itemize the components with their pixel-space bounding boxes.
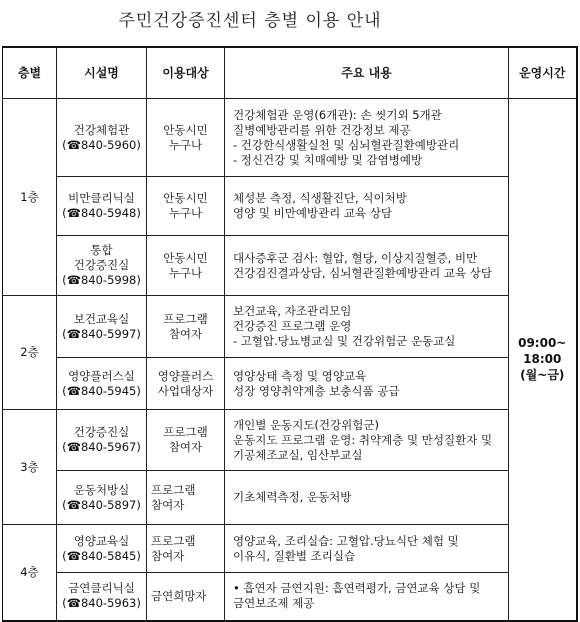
facility-name: 운동처방실 (73, 482, 130, 497)
content-line: 영양 및 비만예방관리 교육 상담 (233, 206, 393, 220)
facility-name: 건강증진실 (73, 258, 130, 272)
table-row (3, 236, 577, 296)
target-line: 영양플러스 (157, 368, 214, 383)
facility-cell (57, 236, 147, 296)
target-cell (147, 410, 225, 471)
table-row (3, 410, 577, 471)
table-row (3, 525, 577, 573)
content-line: - 건강한식생활실천 및 심뇌혈관질환예방관리 (233, 137, 460, 152)
content-line: 금연보조제 제공 (233, 596, 315, 611)
table-row (3, 177, 577, 236)
content-line: 운동지도 프로그램 운영: 취약계층 및 만성질환자 및 (233, 432, 493, 447)
facility-cell (57, 358, 147, 410)
facility-phone: (☎840-5997) (62, 326, 141, 341)
content-line: 개인별 운동지도(건강위험군) (233, 417, 379, 432)
table-row (3, 471, 577, 525)
content-line: 기초체력측정, 운동처방 (233, 490, 352, 504)
content-cell (225, 177, 509, 236)
content-cell (225, 99, 509, 177)
target-line: 누구나 (168, 206, 203, 220)
target-line: 프로그램 (163, 311, 208, 326)
target-line: 안동시민 (163, 191, 208, 205)
target-line: 프로그램 (151, 482, 196, 497)
content-line: 건강증진 프로그램 운영 (233, 319, 352, 333)
floor-cell: 3층 (3, 410, 57, 525)
target-line: 프로그램 (163, 425, 208, 439)
target-cell (147, 236, 225, 296)
table-row (3, 358, 577, 410)
target-cell (147, 358, 225, 410)
facility-phone: (☎840-5967) (62, 440, 141, 454)
page-title: 주민건강증진센터 층별 이용 안내 (118, 11, 382, 31)
content-line: 영양상태 측정 및 영양교육 (233, 368, 367, 383)
content-cell (225, 471, 509, 525)
content-line: 성장 영양취약계층 보충식품 공급 (233, 383, 400, 398)
content-line: 건강체험관 운영(6개관): 손 씻기외 5개관 (233, 107, 442, 122)
header-content: 주요 내용 (225, 47, 509, 99)
target-line: 누구나 (168, 265, 203, 280)
facility-name: 영양교육실 (73, 533, 130, 548)
hours-line: 18:00 (523, 352, 562, 367)
facility-name: 건강체험관 (73, 122, 130, 137)
header-target: 이용대상 (147, 47, 225, 99)
facility-name: 영양플러스실 (68, 368, 135, 383)
table-row (3, 573, 577, 621)
hours-line: (월~금) (520, 368, 565, 383)
header-floor: 층별 (3, 47, 57, 99)
content-line: 질병예방관리를 위한 건강정보 제공 (233, 122, 411, 137)
content-line: 보건교육, 자조관리모임 (233, 304, 352, 318)
facility-phone: (☎840-5845) (62, 548, 141, 563)
header-hours: 운영시간 (509, 47, 577, 99)
target-line: 안동시민 (163, 250, 208, 265)
facility-cell (57, 99, 147, 177)
facility-phone: (☎840-5897) (62, 497, 141, 512)
content-line: - 정신건강 및 치매예방 및 감염병예방 (233, 152, 423, 167)
hours-line: 09:00~ (518, 336, 567, 351)
target-cell (147, 177, 225, 236)
content-cell (225, 358, 509, 410)
floor-cell: 2층 (3, 296, 57, 410)
facility-name: 통합 (90, 243, 113, 257)
content-line: 체성분 측정, 식생활진단, 식이처방 (233, 191, 407, 205)
floor-cell: 1층 (3, 99, 57, 296)
facility-cell (57, 525, 147, 573)
target-cell (147, 471, 225, 525)
target-line: 참여자 (168, 440, 203, 454)
table-row (3, 99, 577, 177)
facility-name: 건강증진실 (73, 425, 130, 439)
target-line: 누구나 (168, 137, 203, 152)
target-line: 참여자 (151, 497, 185, 512)
content-line: 기공체조교실, 임산부교실 (233, 447, 363, 462)
content-line: • 흡연자 금연지원: 흡연력평가, 금연교육 상담 및 (233, 581, 481, 596)
target-line: 금연희망자 (151, 588, 207, 603)
content-line: 이유식, 질환별 조리실습 (233, 548, 356, 563)
facility-cell (57, 573, 147, 621)
target-cell (147, 525, 225, 573)
content-cell (225, 525, 509, 573)
header-facility: 시설명 (57, 47, 147, 99)
facility-phone: (☎840-5963) (62, 596, 141, 611)
facility-name: 비만클리닉실 (68, 191, 135, 205)
content-line: 대사증후군 검사: 혈압, 혈당, 이상지질혈증, 비만 (233, 250, 478, 265)
target-cell (147, 573, 225, 621)
facility-name: 보건교육실 (73, 311, 130, 326)
hours-cell (509, 99, 577, 621)
target-line: 프로그램 (151, 533, 196, 548)
content-line: 건강검진결과상담, 심뇌혈관질환예방관리 교육 상담 (233, 265, 493, 280)
target-line: 안동시민 (163, 122, 208, 137)
facility-phone: (☎840-5960) (62, 137, 141, 152)
content-cell (225, 410, 509, 471)
target-line: 참여자 (168, 326, 203, 341)
facility-cell (57, 410, 147, 471)
target-line: 참여자 (151, 548, 185, 563)
facility-cell (57, 471, 147, 525)
facility-phone: (☎840-5948) (62, 206, 141, 220)
target-line: 사업대상자 (157, 383, 214, 398)
target-cell (147, 296, 225, 358)
facility-cell (57, 177, 147, 236)
content-line: - 고혈압.당뇨병교실 및 건강위험군 운동교실 (233, 334, 456, 348)
content-cell (225, 573, 509, 621)
facility-phone: (☎840-5945) (62, 383, 141, 398)
table-row (3, 296, 577, 358)
content-cell (225, 236, 509, 296)
facility-name: 금연클리닉실 (68, 581, 135, 596)
floor-cell: 4층 (3, 525, 57, 621)
facility-cell (57, 296, 147, 358)
header-row (3, 47, 577, 99)
facility-phone: (☎840-5998) (62, 273, 141, 287)
floor-guide-table (2, 46, 578, 622)
target-cell (147, 99, 225, 177)
content-cell (225, 296, 509, 358)
content-line: 영양교육, 조리실습: 고혈압.당뇨식단 체험 및 (233, 533, 459, 548)
